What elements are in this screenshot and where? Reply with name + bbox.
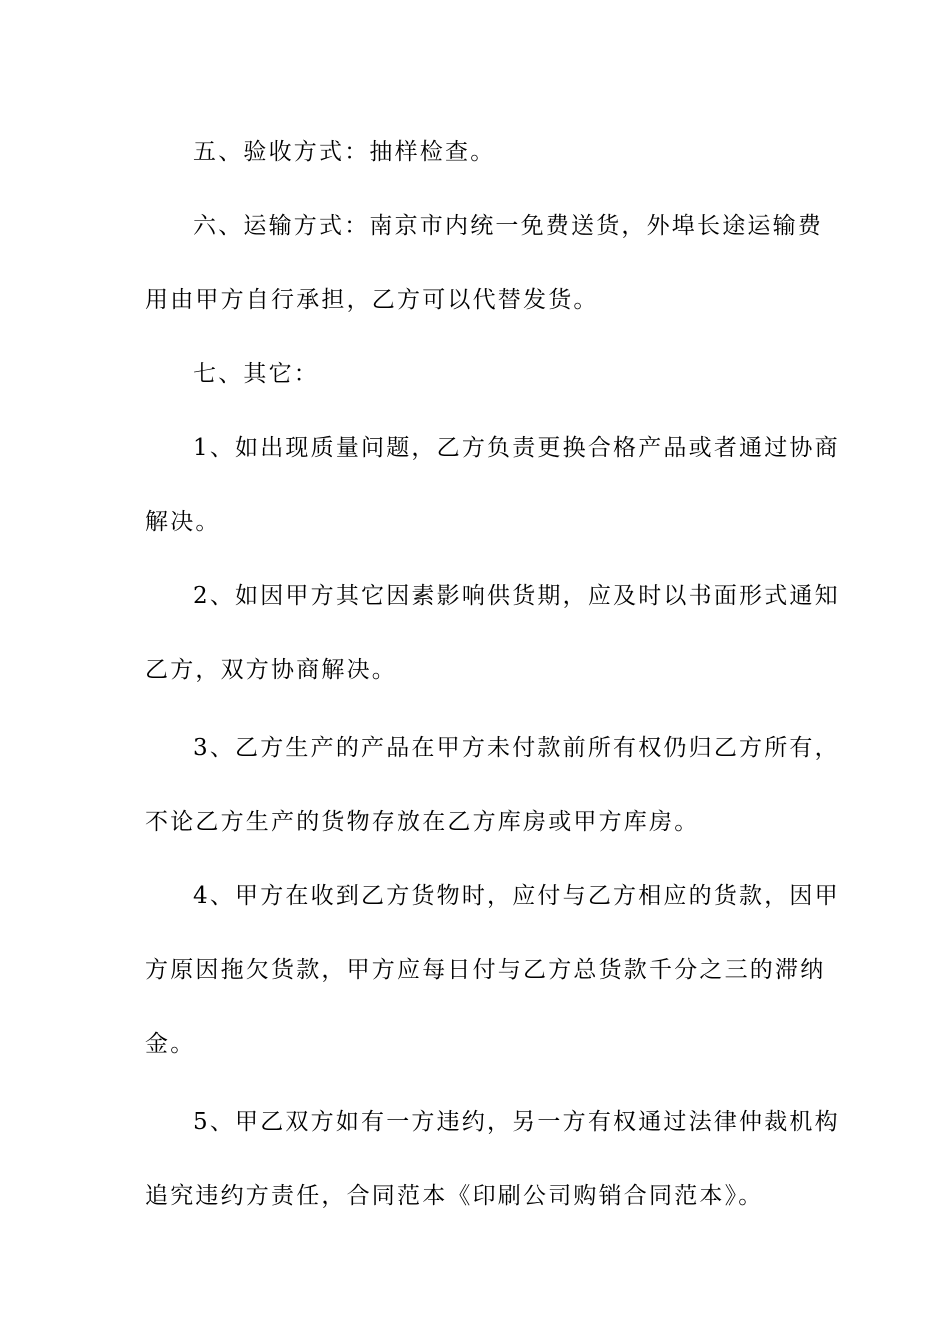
section-six-transport-line1: 六、运输方式：南京市内统一免费送货，外埠长途运输费: [193, 213, 823, 239]
clause-2-line2: 乙方，双方协商解决。: [145, 657, 397, 683]
clause-2-line1: 2、如因甲方其它因素影响供货期，应及时以书面形式通知: [193, 583, 840, 609]
section-five-acceptance: 五、验收方式：抽样检查。: [193, 139, 496, 165]
clause-3-line1: 3、乙方生产的产品在甲方未付款前所有权仍归乙方所有，: [193, 735, 840, 761]
clause-1-line2: 解决。: [145, 509, 221, 535]
clause-5-line2: 追究违约方责任，合同范本《印刷公司购销合同范本》。: [145, 1183, 764, 1209]
clause-1-line1: 1、如出现质量问题，乙方负责更换合格产品或者通过协商: [193, 435, 840, 461]
clause-4-line2: 方原因拖欠货款，甲方应每日付与乙方总货款千分之三的滞纳: [145, 957, 826, 983]
clause-3-line2: 不论乙方生产的货物存放在乙方库房或甲方库房。: [145, 809, 700, 835]
clause-4-line3: 金。: [145, 1031, 196, 1057]
section-six-transport-line2: 用由甲方自行承担，乙方可以代替发货。: [145, 287, 599, 313]
section-seven-heading: 七、其它：: [193, 361, 319, 387]
clause-4-line1: 4、甲方在收到乙方货物时，应付与乙方相应的货款，因甲: [193, 883, 840, 909]
clause-5-line1: 5、甲乙双方如有一方违约，另一方有权通过法律仲裁机构: [193, 1109, 840, 1135]
